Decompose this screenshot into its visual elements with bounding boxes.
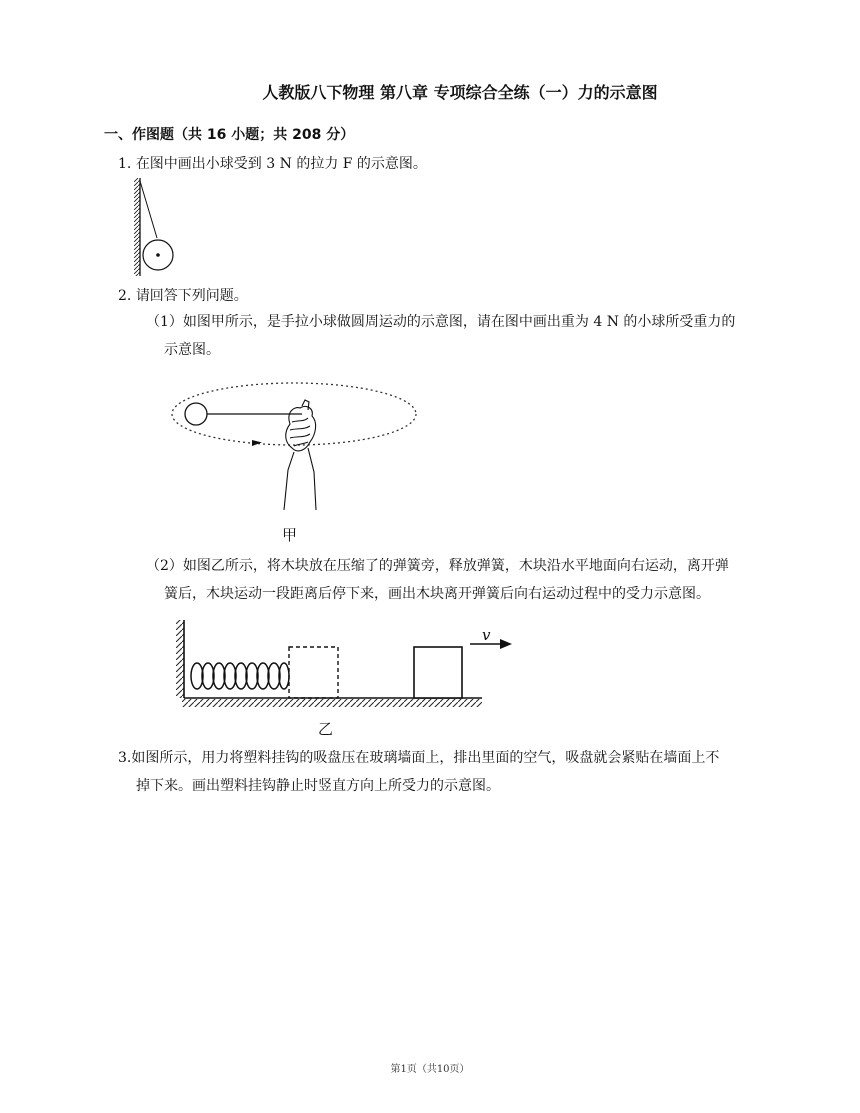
question-2-part-1 [146, 308, 776, 364]
wall-hatch [134, 178, 140, 276]
question-1 [118, 150, 427, 178]
ground-hatch [182, 699, 482, 707]
page-title: 人教版八下物理 第八章 专项综合全练（一）力的示意图 [262, 83, 658, 102]
ball-center [156, 253, 160, 257]
question-1-number: 1. [118, 156, 132, 172]
question-3-line1: 如图所示，用力将塑料挂钩的吸盘压在玻璃墙面上，排出里面的空气，吸盘就会紧贴在墙面上不 [131, 750, 720, 766]
initial-block-dashed [289, 647, 338, 698]
question-3-line2: 掉下来。画出塑料挂钩静止时竖直方向上所受力的示意图。 [136, 778, 500, 794]
wall-hatch [176, 620, 184, 698]
part-2-line2: 簧后，木块运动一段距离后停下来，画出木块离开弹簧后向右运动过程中的受力示意图。 [164, 586, 710, 602]
figure-yi-label: 乙 [318, 720, 334, 738]
part-1-line1: 如图甲所示，是手拉小球做圆周运动的示意图，请在图中画出重为 4 N 的小球所受重力的 [182, 314, 736, 330]
part-1-line2: 示意图。 [164, 342, 220, 358]
question-2-part-2 [146, 552, 776, 608]
question-1-text: 在图中画出小球受到 3 N 的拉力 F 的示意图。 [135, 156, 427, 172]
velocity-label: v [482, 626, 491, 644]
wooden-block [414, 647, 462, 698]
figure-1-pendulum [130, 178, 180, 278]
part-2-line1: 如图乙所示，将木块放在压缩了的弹簧旁，释放弹簧，木块沿水平地面向右运动，离开弹 [182, 558, 729, 574]
part-1-label: （1） [146, 314, 183, 330]
hand-icon [284, 400, 316, 510]
direction-arrow [252, 440, 262, 446]
question-2-number: 2. [118, 288, 132, 304]
figure-jia-label: 甲 [282, 526, 298, 544]
page-footer: 第1页（共10页） [390, 1064, 470, 1075]
question-2-text: 请回答下列问题。 [135, 288, 248, 304]
ball-circle [185, 403, 207, 425]
velocity-arrowhead [500, 639, 512, 649]
string-line [140, 181, 157, 238]
figure-jia-circular-motion [176, 378, 426, 518]
question-3-number: 3. [118, 750, 132, 766]
figure-yi-spring-block [176, 618, 516, 710]
spring-icon [191, 663, 289, 689]
question-2 [118, 282, 248, 310]
section-heading: 一、作图题（共 16 小题；共 208 分） [104, 127, 355, 143]
question-3 [118, 744, 768, 800]
part-2-label: （2） [146, 558, 183, 574]
